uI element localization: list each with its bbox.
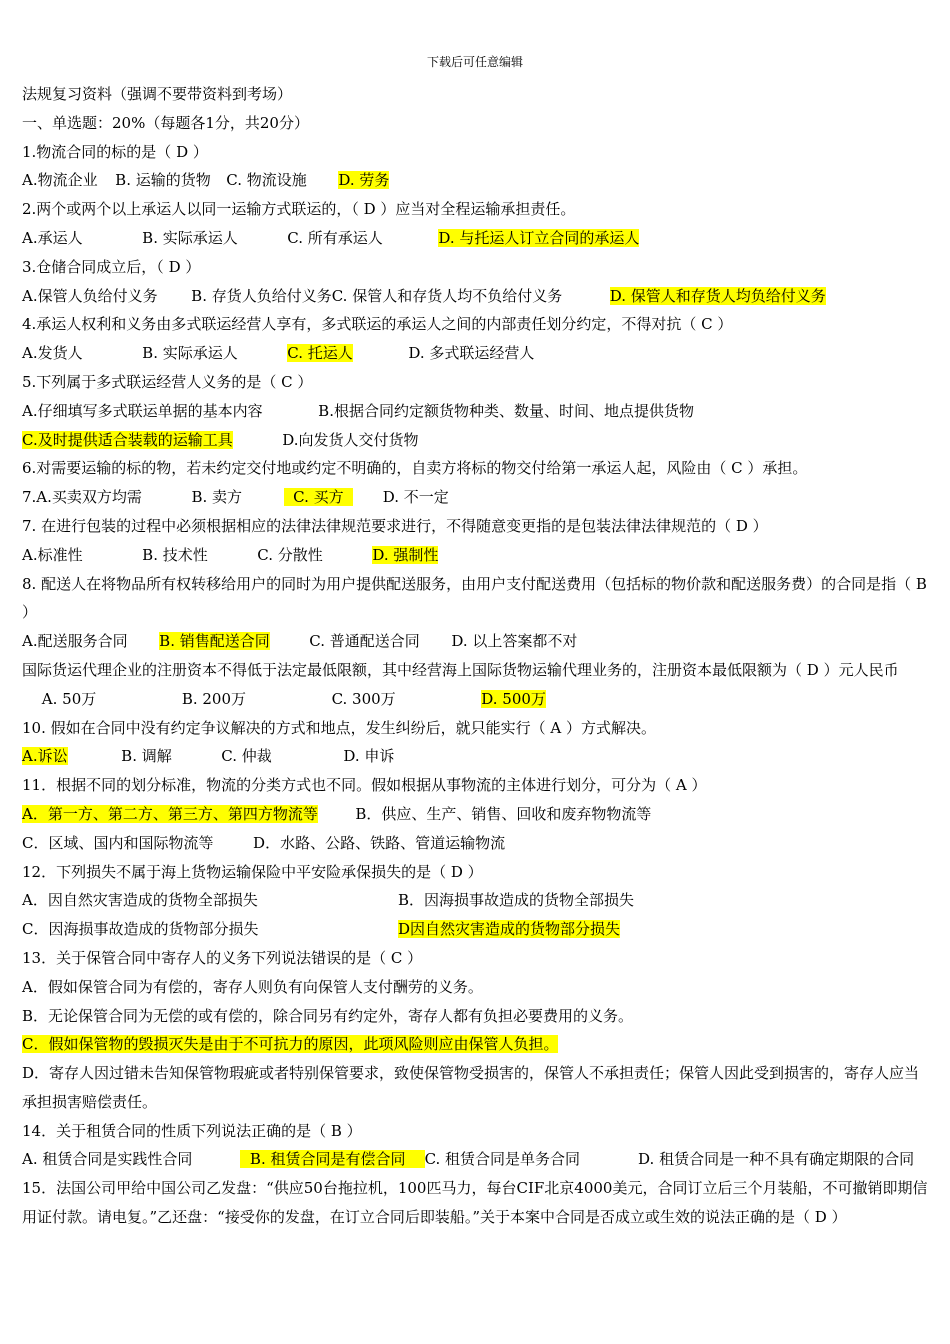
question-8-options bbox=[22, 627, 930, 656]
option-d: D. 以上答案都不对 bbox=[451, 632, 578, 651]
option-a-answer: A．第一方、第二方、第三方、第四方物流等 bbox=[22, 804, 318, 823]
option-a: A.配送服务合同 bbox=[22, 632, 128, 651]
question-13-option-a: A．假如保管合同为有偿的，寄存人则负有向保管人支付酬劳的义务。 bbox=[22, 977, 483, 996]
question-1-stem: 1.物流合同的标的是（ D ） bbox=[22, 142, 208, 161]
option-d-answer: D. 强制性 bbox=[372, 545, 439, 564]
question-5-options-ab bbox=[22, 397, 930, 426]
document-body bbox=[22, 80, 930, 1232]
question-1-options bbox=[22, 166, 930, 195]
option-b: B. 卖方 bbox=[191, 488, 243, 507]
question-5-options-cd bbox=[22, 426, 930, 455]
option-d: D.向发货人交付货物 bbox=[282, 430, 419, 449]
question-4-options bbox=[22, 339, 930, 368]
question-14-options bbox=[22, 1145, 930, 1174]
question-6-stem: 6.对需要运输的标的物，若未约定交付地或约定不明确的，自卖方将标的物交付给第一承运人起，风险由（ C ）承担。 bbox=[22, 459, 808, 478]
option-a: A.发货人 bbox=[22, 344, 83, 363]
question-2-options bbox=[22, 224, 930, 253]
question-10-options bbox=[22, 742, 930, 771]
question-4-stem: 4.承运人权利和义务由多式联运经营人享有，多式联运的承运人之间的内部责任划分约定，不得对抗（ C ） bbox=[22, 315, 733, 334]
question-7-stem: 7. 在进行包装的过程中必须根据相应的法律法律规范要求进行，不得随意变更指的是包装法律法律规范的（ D ） bbox=[22, 516, 768, 535]
option-a: A. 50万 bbox=[41, 689, 97, 708]
question-13-option-c-line bbox=[22, 1030, 930, 1059]
option-b: B．因海损事故造成的货物全部损失 bbox=[398, 891, 635, 910]
option-d-answer: D. 与托运人订立合同的承运人 bbox=[438, 228, 640, 247]
option-c-answer: C．假如保管物的毁损灭失是由于不可抗力的原因，此项风险则应由保管人负担。 bbox=[22, 1035, 559, 1054]
option-b: B. 实际承运人 bbox=[142, 344, 238, 363]
option-b: B. 调解 bbox=[121, 747, 172, 766]
question-13-option-b: B．无论保管合同为无偿的或有偿的，除合同另有约定外，寄存人都有负担必要费用的义务。 bbox=[22, 1006, 634, 1025]
question-11-stem: 11．根据不同的划分标准，物流的分类方式也不同。假如根据从事物流的主体进行划分，可分为（ A ） bbox=[22, 776, 707, 795]
question-11-options-ab bbox=[22, 800, 930, 829]
option-a: A.仔细填写多式联运单据的基本内容 bbox=[22, 401, 263, 420]
option-d-answer: D因自然灾害造成的货物部分损失 bbox=[398, 920, 621, 939]
option-a: A．因自然灾害造成的货物全部损失 bbox=[22, 891, 258, 910]
option-c: C. 所有承运人 bbox=[287, 228, 383, 247]
option-b: B. 运输的货物 bbox=[115, 171, 211, 190]
question-14-stem: 14．关于租赁合同的性质下列说法正确的是（ B ） bbox=[22, 1121, 362, 1140]
option-b: B. 技术性 bbox=[142, 545, 208, 564]
question-6-options bbox=[22, 483, 930, 512]
question-2-stem: 2.两个或两个以上承运人以同一运输方式联运的，（ D ）应当对全程运输承担责任。 bbox=[22, 200, 576, 219]
option-a: A. 租赁合同是实践性合同 bbox=[22, 1150, 193, 1169]
option-b-c: B. 存货人负给付义务C. 保管人和存货人均不负给付义务 bbox=[191, 286, 563, 305]
option-d: D．水路、公路、铁路、管道运输物流 bbox=[253, 833, 506, 852]
option-c: C. 租赁合同是单务合同 bbox=[424, 1150, 581, 1169]
option-b: B. 实际承运人 bbox=[142, 228, 238, 247]
question-12-options-ab bbox=[22, 886, 930, 915]
option-c: C. 仲裁 bbox=[221, 747, 272, 766]
option-c-answer: C. 买方 bbox=[284, 488, 354, 506]
option-b: B.根据合同约定额货物种类、数量、时间、地点提供货物 bbox=[318, 401, 694, 420]
question-5-stem: 5.下列属于多式联运经营人义务的是（ C ） bbox=[22, 372, 313, 391]
question-10-stem: 10. 假如在合同中没有约定争议解决的方式和地点，发生纠纷后，就只能实行（ A ）方式解决。 bbox=[22, 718, 656, 737]
option-c: C. 普通配送合同 bbox=[309, 632, 420, 651]
option-a: A.标准性 bbox=[22, 545, 83, 564]
option-c-answer: C.及时提供适合装载的运输工具 bbox=[22, 430, 233, 449]
option-d-answer: D. 500万 bbox=[481, 689, 546, 708]
option-b: B. 200万 bbox=[181, 689, 247, 708]
option-d: D. 租赁合同是一种不具有确定期限的合同 bbox=[638, 1150, 915, 1169]
option-a: A.物流企业 bbox=[22, 171, 98, 190]
option-c: C．因海损事故造成的货物部分损失 bbox=[22, 920, 259, 939]
section-heading: 一、单选题：20%（每题各1分，共20分） bbox=[22, 113, 309, 132]
question-13-stem: 13．关于保管合同中寄存人的义务下列说法错误的是（ C ） bbox=[22, 948, 423, 967]
question-13-option-d: D．寄存人因过错未告知保管物瑕疵或者特别保管要求，致使保管物受损害的，保管人不承担责任；保管人因此受到损害的，寄存人应当承担损害赔偿责任。 bbox=[22, 1064, 920, 1111]
option-c-answer: C. 托运人 bbox=[287, 344, 353, 363]
doc-title: 法规复习资料（强调不要带资料到考场） bbox=[22, 85, 293, 103]
option-a: A.承运人 bbox=[22, 228, 83, 247]
question-3-options bbox=[22, 282, 930, 311]
option-d-answer: D. 保管人和存货人均负给付义务 bbox=[609, 286, 826, 305]
option-d: D. 不一定 bbox=[382, 488, 449, 507]
question-8-stem: 8. 配送人在将物品所有权转移给用户的同时为用户提供配送服务，由用户支付配送费用（包括标的物价款和配送服务费）的合同是指（ B ） bbox=[22, 574, 927, 622]
question-7-options bbox=[22, 541, 930, 570]
option-d: D. 申诉 bbox=[343, 747, 395, 766]
option-c: C. 分散性 bbox=[257, 545, 323, 564]
option-a-answer: A.诉讼 bbox=[22, 747, 68, 766]
question-11-options-cd bbox=[22, 829, 930, 858]
question-9-options bbox=[22, 685, 930, 714]
option-d-answer: D. 劳务 bbox=[338, 171, 390, 190]
option-c: C. 物流设施 bbox=[226, 171, 307, 190]
option-a: 7.A.买卖双方均需 bbox=[22, 488, 142, 507]
page-header: 下载后可任意编辑 bbox=[426, 55, 523, 69]
question-12-stem: 12．下列损失不属于海上货物运输保险中平安险承保损失的是（ D ） bbox=[22, 862, 483, 881]
option-b: B．供应、生产、销售、回收和废弃物物流等 bbox=[355, 804, 652, 823]
option-b-answer: B. 销售配送合同 bbox=[159, 632, 270, 651]
option-c: C．区域、国内和国际物流等 bbox=[22, 833, 214, 852]
option-d: D. 多式联运经营人 bbox=[408, 344, 535, 363]
question-3-stem: 3.仓储合同成立后，（ D ） bbox=[22, 257, 201, 276]
question-15-stem: 15．法国公司甲给中国公司乙发盘：“供应50台拖拉机，100匹马力，每台CIF北京4000美元，合同订立后三个月装船，不可撤销即期信用证付款。请电复。”乙还盘：“接受你的发盘，在订立合同后即装船。”关于本案中合同是否成立或生效的说法正确的是（ D ） bbox=[22, 1179, 928, 1227]
question-9-stem: 国际货运代理企业的注册资本不得低于法定最低限额，其中经营海上国际货物运输代理业务的，注册资本最低限额为（ D ）元人民币 bbox=[22, 660, 899, 679]
question-12-options-cd bbox=[22, 915, 930, 944]
option-c: C. 300万 bbox=[331, 689, 396, 708]
option-b-answer: B. 租赁合同是有偿合同 bbox=[240, 1150, 424, 1168]
option-a: A.保管人负给付义务 bbox=[22, 286, 158, 305]
